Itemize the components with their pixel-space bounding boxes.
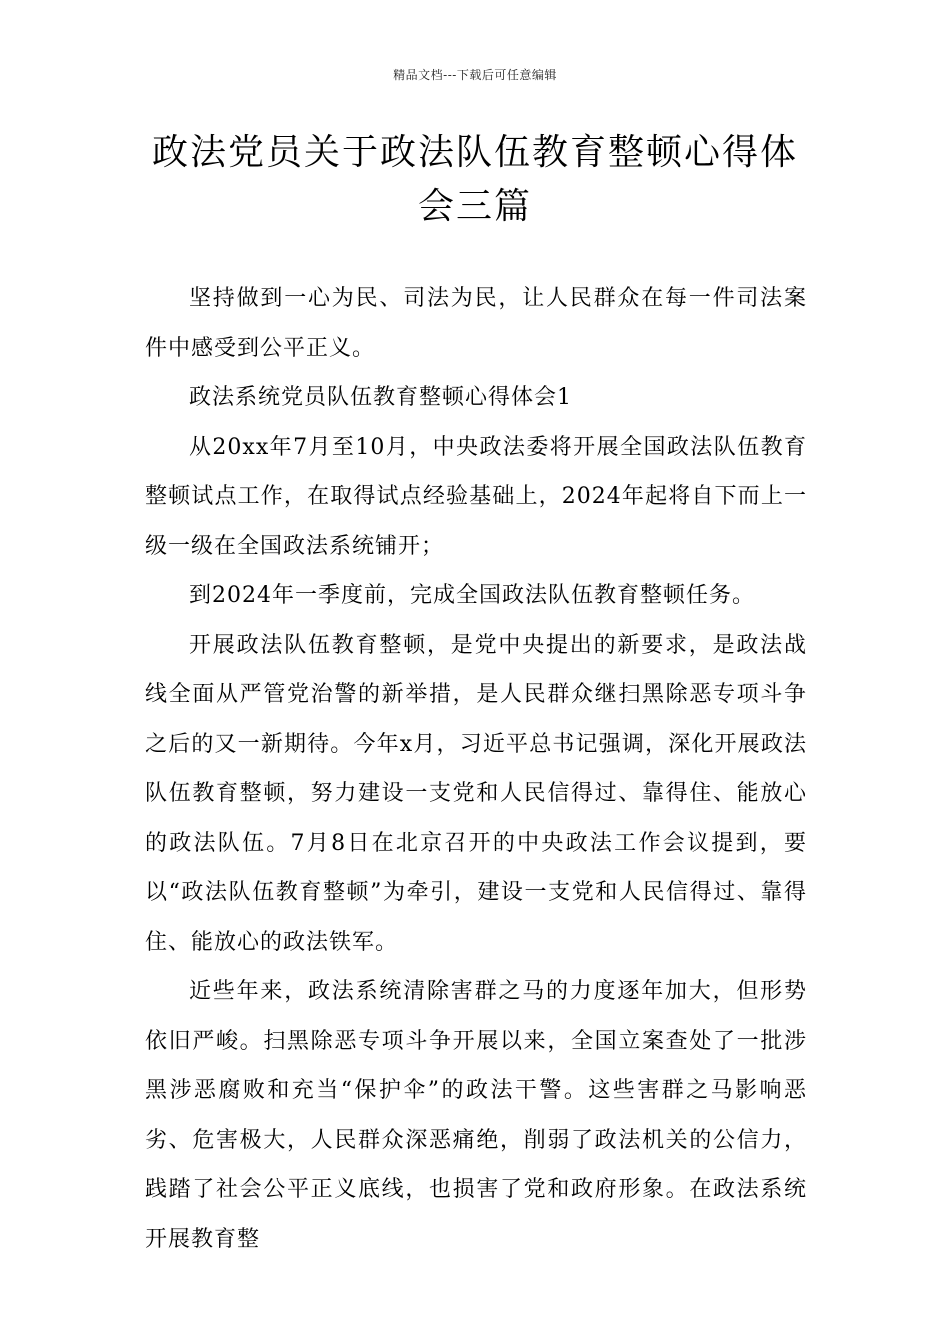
paragraph: 到2024年一季度前，完成全国政法队伍教育整顿任务。	[189, 583, 755, 608]
paragraph-intro: 坚持做到一心为民、司法为民，让人民群众在每一件司法案件中感受到公平正义。	[145, 286, 807, 361]
document-body	[145, 274, 807, 1264]
paragraph: 近些年来，政法系统清除害群之马的力度逐年加大，但形势依旧严峻。扫黑除恶专项斗争开展以来，全国立案查处了一批涉黑涉恶腐败和充当“保护伞”的政法干警。这些害群之马影响恶劣、危害极大，人民群众深恶痛绝，削弱了政法机关的公信力，践踏了社会公平正义底线，也损害了党和政府形象。在政法系统开展教育整	[145, 979, 807, 1252]
paragraph: 开展政法队伍教育整顿，是党中央提出的新要求，是政法战线全面从严管党治警的新举措，是人民群众继扫黑除恶专项斗争之后的又一新期待。今年x月，习近平总书记强调，深化开展政法队伍教育整顿，努力建设一支党和人民信得过、靠得住、能放心的政法队伍。7月8日在北京召开的中央政法工作会议提到，要以“政法队伍教育整顿”为牵引，建设一支党和人民信得过、靠得住、能放心的政法铁军。	[145, 632, 807, 955]
page-header-note: 精品文档---下载后可任意编辑	[393, 68, 557, 82]
document-title: 政法党员关于政法队伍教育整顿心得体会三篇	[151, 132, 798, 227]
paragraph: 从20xx年7月至10月，中央政法委将开展全国政法队伍教育整顿试点工作，在取得试点经验基础上，2024年起将自下而上一级一级在全国政法系统铺开；	[145, 434, 807, 559]
paragraph-subtitle: 政法系统党员队伍教育整顿心得体会1	[189, 385, 572, 410]
